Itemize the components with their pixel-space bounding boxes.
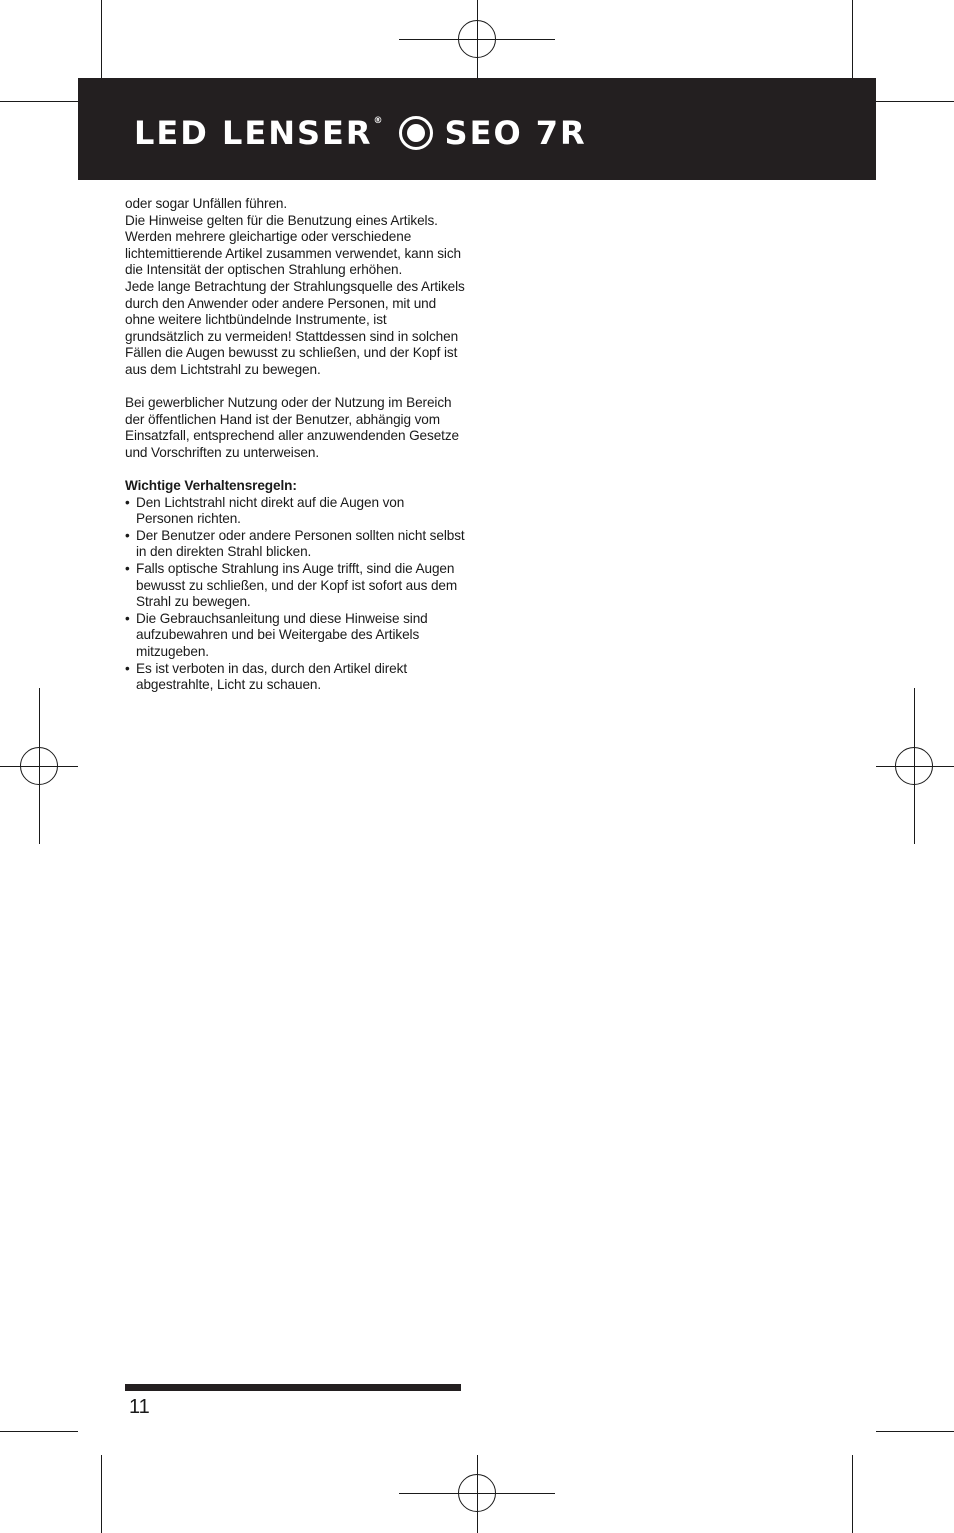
crop-mark [876,1431,954,1432]
crop-mark [0,1431,78,1432]
registered-mark: ® [373,115,385,126]
paragraph-line: Die Hinweise gelten für die Benutzung eines Artikels. Werden mehrere gleichartige oder verschiedene lichtemittierende Artikel zusammen verwendet, kann sich die Intensität der optischen Strahlung erhöhen. [125,212,462,278]
registration-circle [458,20,496,58]
crop-mark [852,0,853,78]
crop-mark [101,1455,102,1533]
paragraph-line: oder sogar Unfällen führen. [125,196,288,211]
registration-circle [895,747,933,785]
page-number: 11 [129,1396,150,1418]
body-text [125,196,465,694]
brand-logo [134,116,587,150]
crop-mark [0,101,78,102]
rule-item: • Falls optische Strahlung ins Auge trifft, sind die Augen bewusst zu schließen, und der Kopf ist sofort aus dem Strahl zu bewegen. [125,561,465,611]
rule-item: • Die Gebrauchsanleitung und diese Hinweise sind aufzubewahren und bei Weitergabe des Artikels mitzugeben. [125,611,465,661]
header-band [78,78,876,180]
crop-mark [852,1455,853,1533]
registration-circle [458,1474,496,1512]
rules-heading: Wichtige Verhaltensregeln: [125,478,297,494]
brand-name: LED LENSER [134,114,373,152]
commercial-use-paragraph: Bei gewerblicher Nutzung oder der Nutzung im Bereich der öffentlichen Hand ist der Benutzer, abhängig vom Einsatzfall, entsprechend aller anzuwendenden Gesetze und Vorschriften zu unterweisen. [125,395,460,460]
paragraph-line: Jede lange Betrachtung der Strahlungsquelle des Artikels durch den Anwender oder andere Personen, mit und ohne weitere lichtbündelnde Instrumente, ist grundsätzlich zu vermeiden! Stattdessen sind in solchen Fällen die Augen bewusst zu schließen, und der Kopf ist aus dem Lichtstrahl zu bewegen. [125,278,465,377]
footer-rule [125,1384,461,1391]
crop-mark [101,0,102,78]
rule-item: • Den Lichtstrahl nicht direkt auf die Augen von Personen richten. [125,495,465,528]
rule-item: • Es ist verboten in das, durch den Artikel direkt abgestrahlte, Licht zu schauen. [125,661,465,694]
model-name: SEO 7R [444,114,587,152]
rule-item: • Der Benutzer oder andere Personen sollten nicht selbst in den direkten Strahl blicken. [125,528,465,561]
rules-list [125,495,465,694]
registration-circle [20,747,58,785]
crop-mark [876,101,954,102]
lens-icon [399,116,433,150]
